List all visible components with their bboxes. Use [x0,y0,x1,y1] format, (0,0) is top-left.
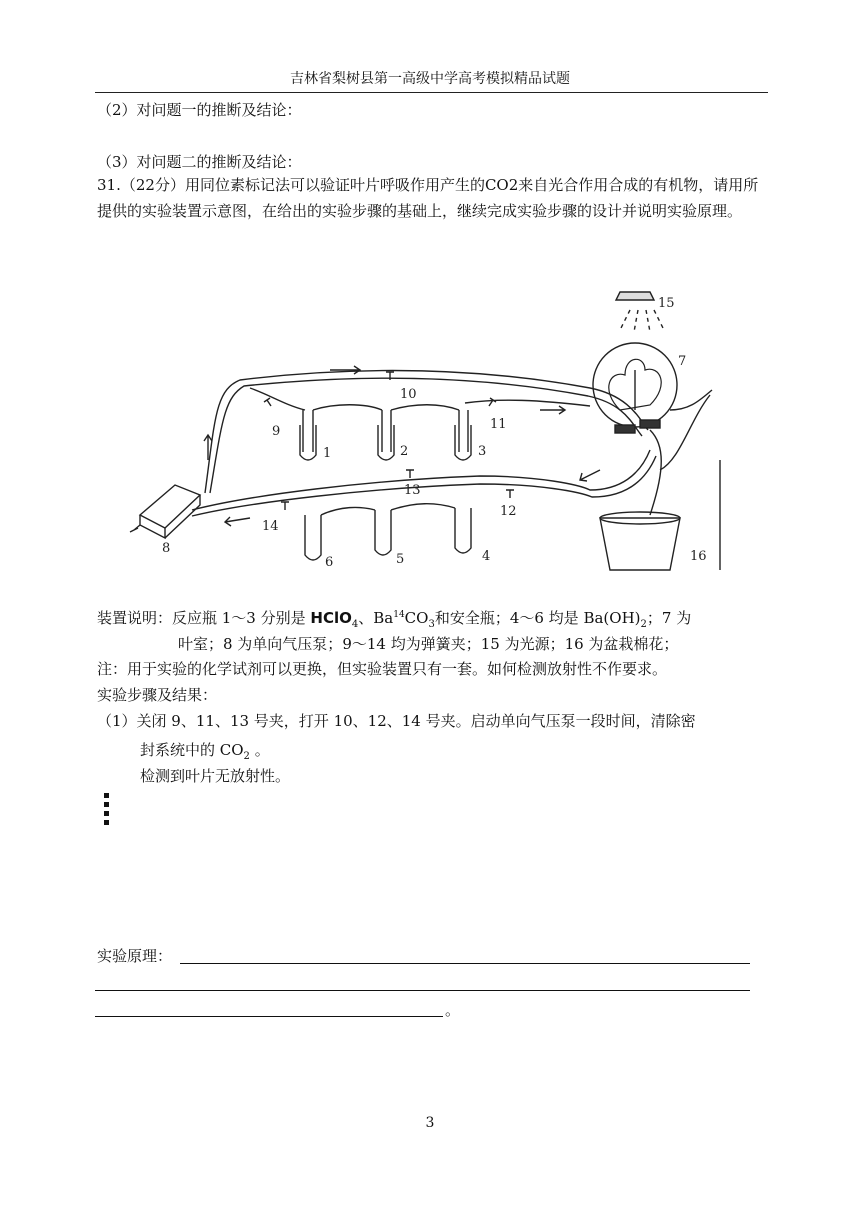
pump-box [130,485,200,538]
co3-formula: CO [404,609,429,627]
label-9: 9 [272,424,281,439]
continuation-dots [104,793,109,829]
answer-line-2[interactable] [95,990,750,991]
light-source [616,292,664,332]
clamp-12 [506,490,514,498]
label-4: 4 [482,549,491,564]
question-31: 31.（22分）用同位素标记法可以验证叶片呼吸作用产生的CO2来自光合作用合成的有机物，请用所提供的实验装置示意图，在给出的实验步骤的基础上，继续完成实验步骤的设计并说明实验原理。 [97,176,759,220]
label-8: 8 [162,541,171,556]
bridge-1-2 [313,405,382,410]
arrow-return [580,470,600,481]
bridge-2-3 [391,405,459,410]
label-3: 3 [478,444,487,459]
tube-branch-left [250,388,305,410]
tube-bottom-inner [192,456,656,516]
page-header: 吉林省梨树县第一高级中学高考模拟精品试题 [290,71,570,87]
bottle-3 [455,410,471,460]
label-5: 5 [396,552,405,567]
note: 注：用于实验的化学试剂可以更换，但实验装置只有一套。如何检测放射性不作要求。 [97,660,668,678]
page-number: 3 [425,1115,435,1131]
device-note-rest2: ；7 为 [646,609,692,627]
label-2: 2 [400,444,409,459]
label-15: 15 [658,296,675,311]
hclo4-formula: HClO [310,609,352,627]
answer-line-3[interactable] [95,1016,443,1017]
label-12: 12 [500,504,517,519]
label-16: 16 [690,549,707,564]
tube-branch-right [465,400,590,406]
arrow-top [330,366,360,374]
leaf-chamber [593,343,677,433]
apparatus-figure [120,270,740,580]
clamp-13 [406,470,414,478]
bottle-5 [375,510,391,555]
step-1-line1: （1）关闭 9、11、13 号夹，打开 10、12、14 号夹。启动单向气压泵一段时间，清除密 [97,712,696,730]
baoh-subscript: 2 [640,619,647,630]
bridge-5-4 [391,504,455,510]
bottle-2 [378,410,394,460]
step-1-line2 [140,739,270,762]
device-note-line1 [97,605,691,635]
bottle-4 [455,508,471,553]
step-1-line3: 检测到叶片无放射性。 [140,767,291,785]
device-note-line2: 叶室；8 为单向气压泵；9～14 均为弹簧夹；15 为光源；16 为盆栽棉花； [178,635,679,653]
principle-label: 实验原理： [97,947,173,965]
label-7: 7 [678,354,687,369]
label-13: 13 [404,483,421,498]
arrow-right [540,406,565,414]
clamp-11 [489,398,496,406]
c14-superscript: 14 [393,610,405,620]
bottle-6 [305,515,321,560]
co2-subscript: 2 [243,751,250,762]
clamp-14 [281,502,289,510]
cotton-plant [600,390,712,570]
answer-end-period: 。 [445,1001,461,1019]
label-10: 10 [400,387,417,402]
label-11: 11 [490,417,507,432]
question-3: （3）对问题二的推断及结论： [97,153,302,171]
hclo4-subscript: 4 [351,619,359,630]
co3-subscript: 3 [428,619,435,630]
bottle-1 [300,410,316,460]
barium-label: 、Ba [358,609,394,627]
step-1-co2: 封系统中的 CO [140,741,244,759]
bridge-6-5 [321,507,375,515]
header-rule [95,92,768,93]
answer-line-1[interactable] [180,963,750,964]
clamp-9 [264,398,271,406]
step-1-tail: 。 [249,741,270,759]
label-6: 6 [325,555,334,570]
label-1: 1 [323,446,332,461]
device-note-rest1: 和安全瓶；4～6 均是 Ba(OH) [434,609,641,627]
steps-title: 实验步骤及结果： [97,686,218,704]
device-note-lead: 装置说明：反应瓶 1～3 分别是 [97,609,311,627]
arrow-bottom [225,517,250,526]
label-14: 14 [262,519,279,534]
question-2: （2）对问题一的推断及结论： [97,101,302,119]
